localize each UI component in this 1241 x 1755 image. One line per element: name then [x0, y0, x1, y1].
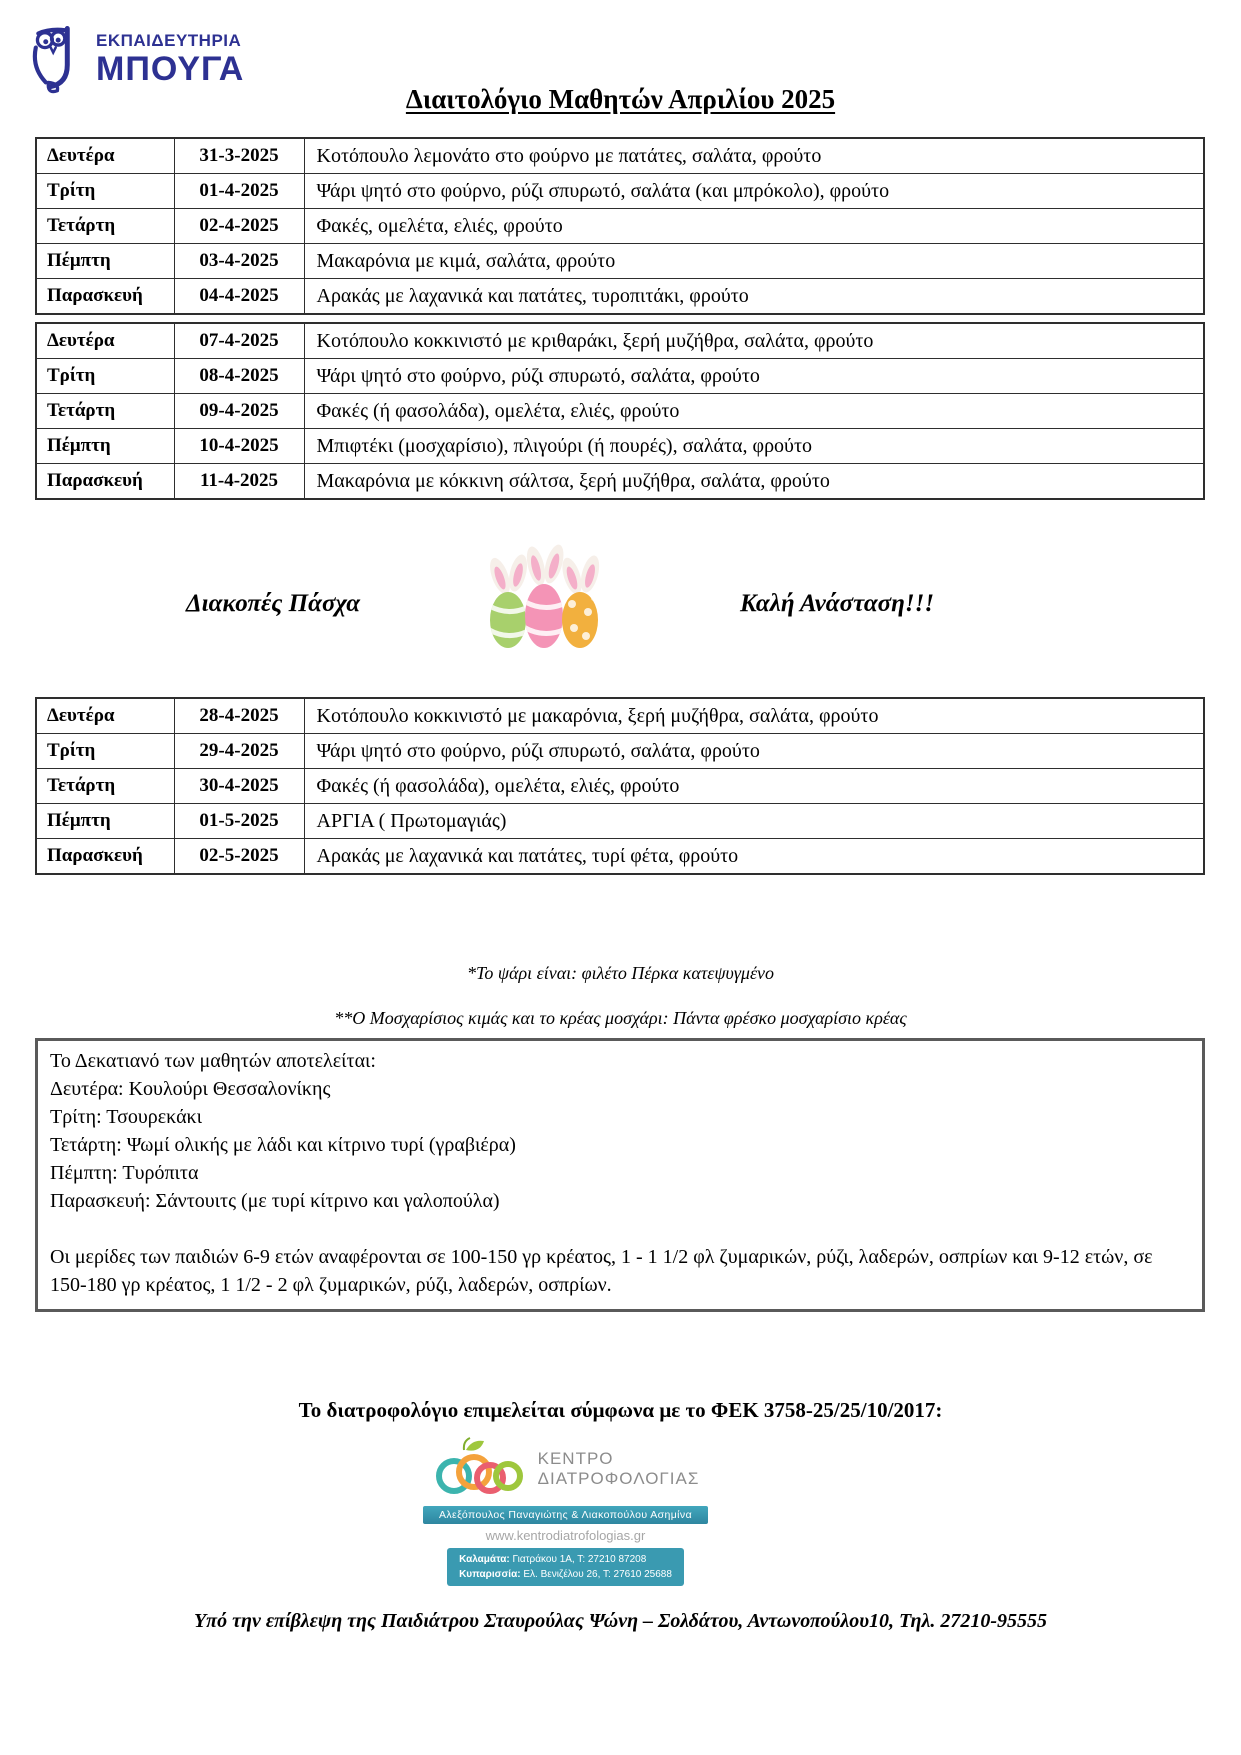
date-cell: 28-4-2025 [174, 698, 304, 734]
meal-cell: Ψάρι ψητό στο φούρνο, ρύζι σπυρωτό, σαλάτα (και μπρόκολο), φρούτο [304, 174, 1204, 209]
date-cell: 09-4-2025 [174, 394, 304, 429]
address-text: Ελ. Βενιζέλου 26, Τ: 27610 25688 [520, 1569, 672, 1580]
meal-cell: ΑΡΓΙΑ ( Πρωτομαγιάς) [304, 804, 1204, 839]
meal-cell: Μακαρόνια με κόκκινη σάλτσα, ξερή μυζήθρα, σαλάτα, φρούτο [304, 464, 1204, 500]
snack-line: Τετάρτη: Ψωμί ολικής με λάδι και κίτρινο τυρί (γραβιέρα) [50, 1134, 516, 1156]
portions-note: Οι μερίδες των παιδιών 6-9 ετών αναφέρονται σε 100-150 γρ κρέατος, 1 - 1 1/2 φλ ζυμαρικών, ρύζι, λαδερών, οσπρίων και 9-12 ετών, σε 150-180 γρ κρέατος, 1 1/2 - 2 φλ ζυμαρικών, ρύζι, λαδερών, οσπρίων. [50, 1246, 1153, 1296]
table-row [36, 174, 1204, 209]
nutrition-center-logo-row [432, 1436, 700, 1502]
meal-cell: Αρακάς με λαχανικά και πατάτες, τυρί φέτα, φρούτο [304, 839, 1204, 875]
date-cell: 03-4-2025 [174, 244, 304, 279]
nutrition-center-block [0, 1436, 1186, 1586]
table-row [36, 804, 1204, 839]
note-beef: **Ο Μοσχαρίσιος κιμάς και το κρέας μοσχάρι: Πάντα φρέσκο μοσχαρίσιο κρέας [334, 1008, 907, 1028]
date-cell: 07-4-2025 [174, 323, 304, 359]
day-cell: Δευτέρα [36, 323, 174, 359]
day-cell: Τετάρτη [36, 209, 174, 244]
center-name-line1: ΚΕΝΤΡΟ [537, 1449, 614, 1469]
nutrition-center-logo-icon [432, 1436, 528, 1502]
day-cell: Τρίτη [36, 359, 174, 394]
school-name [96, 32, 244, 86]
snack-line: Πέμπτη: Τυρόπιτα [50, 1162, 199, 1184]
meal-cell: Κοτόπουλο κοκκινιστό με μακαρόνια, ξερή μυζήθρα, σαλάτα, φρούτο [304, 698, 1204, 734]
date-cell: 11-4-2025 [174, 464, 304, 500]
address-label: Καλαμάτα: [459, 1554, 510, 1565]
menu-table-week1 [35, 137, 1205, 315]
table-row [36, 769, 1204, 804]
school-name-line2: ΜΠΟΥΓΑ [96, 50, 245, 88]
date-cell: 04-4-2025 [174, 279, 304, 315]
center-addresses [447, 1548, 684, 1586]
address-text: Γιατράκου 1Α, Τ: 27210 87208 [509, 1554, 647, 1565]
day-cell: Δευτέρα [36, 138, 174, 174]
address-line-kyparissia [459, 1567, 672, 1582]
table-row [36, 244, 1204, 279]
meal-cell: Φακές (ή φασολάδα), ομελέτα, ελιές, φρούτο [304, 394, 1204, 429]
address-line-kalamata [459, 1552, 672, 1567]
fek-compliance-line: Το διατροφολόγιο επιμελείται σύμφωνα με το ΦΕΚ 3758-25/25/10/2017: [298, 1398, 943, 1422]
date-cell: 01-5-2025 [174, 804, 304, 839]
day-cell: Πέμπτη [36, 429, 174, 464]
meal-cell: Αρακάς με λαχανικά και πατάτες, τυροπιτάκι, φρούτο [304, 279, 1204, 315]
day-cell: Παρασκευή [36, 464, 174, 500]
date-cell: 10-4-2025 [174, 429, 304, 464]
snack-line: Δευτέρα: Κουλούρι Θεσσαλονίκης [50, 1078, 331, 1100]
meal-cell: Μακαρόνια με κιμά, σαλάτα, φρούτο [304, 244, 1204, 279]
table-row [36, 138, 1204, 174]
day-cell: Τετάρτη [36, 394, 174, 429]
date-cell: 02-4-2025 [174, 209, 304, 244]
nutrition-center-name [538, 1449, 700, 1488]
table-row [36, 839, 1204, 875]
table-row [36, 279, 1204, 315]
meal-cell: Φακές (ή φασολάδα), ομελέτα, ελιές, φρούτο [304, 769, 1204, 804]
center-name-line2: ΔΙΑΤΡΟΦΟΛΟΓΙΑΣ [537, 1469, 700, 1488]
day-cell: Πέμπτη [36, 804, 174, 839]
day-cell: Πέμπτη [36, 244, 174, 279]
snack-line: Το Δεκατιανό των μαθητών αποτελείται: [50, 1050, 376, 1072]
date-cell: 29-4-2025 [174, 734, 304, 769]
morning-snack-box [35, 1038, 1205, 1312]
easter-eggs-icon [478, 540, 610, 658]
easter-holidays-label: Διακοπές Πάσχα [186, 590, 361, 617]
table-row [36, 698, 1204, 734]
day-cell: Παρασκευή [36, 839, 174, 875]
meal-cell: Κοτόπουλο κοκκινιστό με κριθαράκι, ξερή μυζήθρα, σαλάτα, φρούτο [304, 323, 1204, 359]
day-cell: Τετάρτη [36, 769, 174, 804]
easter-holidays-row [0, 538, 1241, 663]
easter-wish-label: Καλή Ανάσταση!!! [740, 590, 935, 617]
center-website: www.kentrodiatrofologias.gr [485, 1528, 646, 1543]
day-cell: Δευτέρα [36, 698, 174, 734]
date-cell: 01-4-2025 [174, 174, 304, 209]
menu-table-week2 [35, 322, 1205, 500]
meal-cell: Μπιφτέκι (μοσχαρίσιο), πλιγούρι (ή πουρές), σαλάτα, φρούτο [304, 429, 1204, 464]
meal-cell: Ψάρι ψητό στο φούρνο, ρύζι σπυρωτό, σαλάτα, φρούτο [304, 359, 1204, 394]
table-row [36, 323, 1204, 359]
snack-line: Τρίτη: Τσουρεκάκι [50, 1106, 203, 1128]
date-cell: 02-5-2025 [174, 839, 304, 875]
meal-cell: Κοτόπουλο λεμονάτο στο φούρνο με πατάτες, σαλάτα, φρούτο [304, 138, 1204, 174]
meal-cell: Φακές, ομελέτα, ελιές, φρούτο [304, 209, 1204, 244]
table-row [36, 734, 1204, 769]
day-cell: Τρίτη [36, 174, 174, 209]
snack-line: Παρασκευή: Σάντουιτς (με τυρί κίτρινο και γαλοπούλα) [50, 1190, 500, 1212]
school-name-line1: ΕΚΠΑΙΔΕΥΤΗΡΙΑ [96, 31, 242, 50]
date-cell: 30-4-2025 [174, 769, 304, 804]
center-owners-banner: Αλεξόπουλος Παναγιώτης & Λιακοπούλου Ασημίνα [423, 1506, 708, 1524]
pediatrician-supervision-line: Υπό την επίβλεψη της Παιδιάτρου Σταυρούλας Ψώνη – Σολδάτου, Αντωνοπούλου10, Τηλ. 27210-95555 [193, 1610, 1048, 1632]
table-row [36, 464, 1204, 500]
menu-table-week3 [35, 697, 1205, 875]
day-cell: Παρασκευή [36, 279, 174, 315]
note-fish: *Το ψάρι είναι: φιλέτο Πέρκα κατεψυγμένο [466, 963, 775, 983]
table-row [36, 394, 1204, 429]
meal-cell: Ψάρι ψητό στο φούρνο, ρύζι σπυρωτό, σαλάτα, φρούτο [304, 734, 1204, 769]
page-title: Διαιτολόγιο Μαθητών Απριλίου 2025 [405, 84, 836, 114]
table-row [36, 209, 1204, 244]
table-row [36, 359, 1204, 394]
table-row [36, 429, 1204, 464]
day-cell: Τρίτη [36, 734, 174, 769]
date-cell: 31-3-2025 [174, 138, 304, 174]
date-cell: 08-4-2025 [174, 359, 304, 394]
address-label: Κυπαρισσία: [459, 1569, 521, 1580]
